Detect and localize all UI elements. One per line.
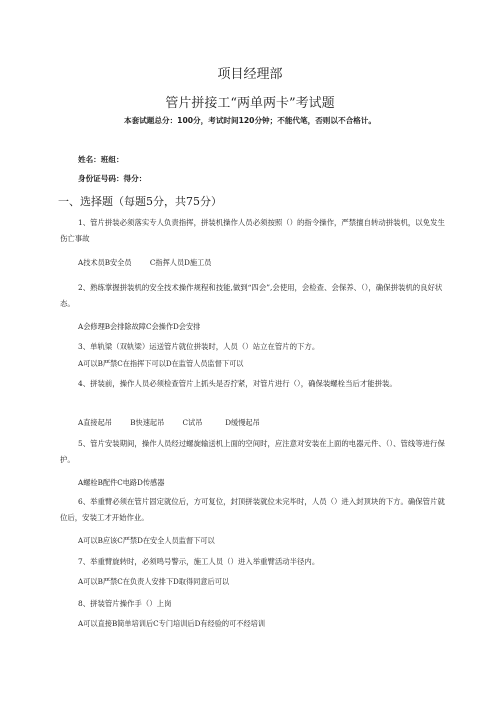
- question-4-options: A直接起吊 B快速起吊 C试吊 D缓慢起吊: [78, 418, 260, 427]
- question-text: 4、拼装前，操作人员必须检查管片上抓头是否拧紧，对管片进行（），确保装螺栓当后才能拼装。: [78, 379, 397, 388]
- question-3: [60, 339, 445, 355]
- question-text: 3、单轨梁（双轨梁）运送管片就位拼装时，人员（）站立在管片的下方。: [78, 342, 320, 351]
- question-text: 2、熟练掌握拼装机的安全技术操作规程和技能,做到“四会”,会使用，会检查、会保养、（），确保拼装机的良好状态。: [60, 283, 443, 308]
- exam-instructions: 本套试题总分：100分，考试时间120分钟；不能代笔，否则以不合格计。: [124, 116, 376, 125]
- department-name: 项目经理部: [217, 67, 283, 82]
- section-heading: 一、选择题（每题5分，共75分）: [58, 195, 222, 208]
- question-7: [60, 554, 445, 570]
- question-text: 7、举重臂旋转时，必须鸣号警示，施工人员（）进入举重臂活动半径内。: [78, 557, 320, 566]
- question-3-options: A可以B严禁C在指挥下可以D在监管人员监督下可以: [78, 359, 244, 368]
- question-text: 8、拼装管片操作手（）上岗: [78, 599, 172, 608]
- question-2-options: A会修理B会排除故障C会操作D会安排: [78, 322, 201, 331]
- question-6: [60, 494, 445, 526]
- question-7-options: A可以B严禁C在负责人安排下D取得同意后可以: [78, 577, 230, 586]
- question-text: 1、管片拼装必须落实专人负责指挥，拼装机操作人员必须按照（）的指令操作，严禁擅自转动拼装机，以免发生伤亡事故: [60, 218, 445, 243]
- question-6-options: A可以B应该C严禁D在安全人员监督下可以: [78, 536, 215, 545]
- question-4: [60, 376, 445, 392]
- id-score-field: 身份证号码：得分：: [78, 174, 147, 183]
- question-text: 6、举重臂必须在管片固定就位后，方可复位，封顶拼装就位未完毕时，人员（）进入封顶块的下方。确保管片就位后，安装工才开始作业。: [60, 497, 445, 522]
- question-8: [60, 596, 445, 612]
- name-team-field: 姓名：班组：: [78, 155, 124, 164]
- question-1-options: A技术员B安全员 C指挥人员D施工员: [78, 258, 212, 267]
- question-2: [60, 280, 445, 312]
- question-5-options: A螺栓B配件C电路D传感器: [78, 478, 165, 487]
- question-1: [60, 215, 445, 247]
- question-text: 5、管片安装期间，操作人员经过螺旋输送机上面的空间时，应注意对安装在上面的电器元件、（）、管线等进行保护。: [60, 439, 445, 464]
- question-5: [60, 436, 445, 468]
- exam-title: 管片拼接工“两单两卡”考试题: [165, 96, 335, 111]
- question-8-options: A可以直接B简单培训后C专门培训后D有经验的可不经培训: [78, 619, 266, 628]
